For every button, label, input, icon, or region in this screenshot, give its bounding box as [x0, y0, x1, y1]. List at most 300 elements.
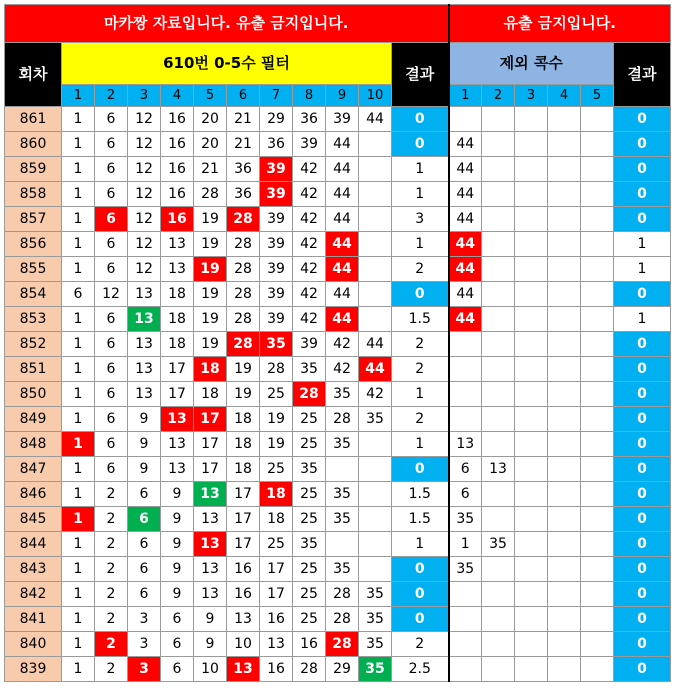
number-cell: 6: [128, 532, 161, 557]
exclude-cell: [482, 507, 515, 532]
number-cell: 28: [326, 407, 359, 432]
filter-col-number: 6: [227, 85, 260, 107]
exclude-cell: 13: [449, 432, 482, 457]
exclude-cell: [581, 357, 614, 382]
number-cell: 25: [293, 432, 326, 457]
number-cell: 28: [260, 357, 293, 382]
number-cell: [359, 132, 392, 157]
result-cell: 0: [392, 282, 449, 307]
number-cell: 16: [161, 132, 194, 157]
round-cell: 846: [5, 482, 62, 507]
number-cell: 6: [95, 107, 128, 132]
number-cell: 18: [161, 282, 194, 307]
result-cell: 0: [392, 582, 449, 607]
number-cell: 25: [293, 582, 326, 607]
filter-col-number: 3: [128, 85, 161, 107]
number-cell: 13: [128, 282, 161, 307]
number-cell: 1: [62, 557, 95, 582]
number-cell: 13: [227, 607, 260, 632]
number-cell: 44: [326, 282, 359, 307]
number-cell: 6: [95, 182, 128, 207]
number-cell: 35: [326, 432, 359, 457]
number-cell: 42: [293, 182, 326, 207]
number-cell: 39: [260, 257, 293, 282]
lotto-filter-table: [4, 4, 671, 682]
number-cell: [326, 457, 359, 482]
filter-col-number: 5: [194, 85, 227, 107]
number-cell: 6: [95, 382, 128, 407]
number-cell: 44: [326, 257, 359, 282]
number-cell: 28: [293, 657, 326, 682]
result2-cell: 0: [614, 632, 671, 657]
number-cell: 28: [227, 332, 260, 357]
number-cell: 6: [95, 332, 128, 357]
exclude-cell: [515, 457, 548, 482]
number-cell: 44: [326, 157, 359, 182]
exclude-cell: [548, 307, 581, 332]
number-cell: 1: [62, 307, 95, 332]
number-cell: 28: [227, 282, 260, 307]
exclude-cell: [449, 107, 482, 132]
number-cell: 18: [227, 457, 260, 482]
filter-col-number: 4: [161, 85, 194, 107]
exclude-cell: [581, 457, 614, 482]
exclude-cell: [515, 232, 548, 257]
number-cell: 44: [326, 132, 359, 157]
round-cell: 840: [5, 632, 62, 657]
result-cell: 2: [392, 407, 449, 432]
result2-cell: 0: [614, 282, 671, 307]
number-cell: 1: [62, 507, 95, 532]
exclude-cell: 44: [449, 282, 482, 307]
number-cell: 35: [359, 582, 392, 607]
round-cell: 842: [5, 582, 62, 607]
round-cell: 850: [5, 382, 62, 407]
result2-cell: 1: [614, 307, 671, 332]
number-cell: [359, 282, 392, 307]
number-cell: 6: [95, 207, 128, 232]
round-cell: 855: [5, 257, 62, 282]
filter-col-number: 10: [359, 85, 392, 107]
exclude-cell: [548, 107, 581, 132]
number-cell: 35: [293, 532, 326, 557]
exclude-cell: [548, 657, 581, 682]
number-cell: [359, 457, 392, 482]
exclude-cell: [515, 557, 548, 582]
number-cell: 13: [128, 382, 161, 407]
exclude-cell: [449, 632, 482, 657]
number-cell: 13: [161, 457, 194, 482]
table-row: [5, 232, 671, 257]
exclude-cell: 35: [449, 507, 482, 532]
filter-col-number: 9: [326, 85, 359, 107]
number-cell: 25: [260, 532, 293, 557]
number-cell: 42: [293, 282, 326, 307]
number-cell: 6: [128, 507, 161, 532]
number-cell: 28: [293, 382, 326, 407]
number-cell: 9: [161, 557, 194, 582]
number-cell: 2: [95, 582, 128, 607]
result2-cell: 0: [614, 482, 671, 507]
number-cell: 44: [326, 207, 359, 232]
number-cell: 9: [128, 432, 161, 457]
number-cell: [359, 182, 392, 207]
result-cell: 1.5: [392, 482, 449, 507]
result-header: 결과: [392, 43, 449, 107]
number-cell: 12: [128, 182, 161, 207]
result2-cell: 0: [614, 532, 671, 557]
number-cell: 18: [194, 382, 227, 407]
exclude-cell: [482, 332, 515, 357]
result2-cell: 0: [614, 157, 671, 182]
number-cell: [359, 232, 392, 257]
table-row: [5, 657, 671, 682]
number-cell: 6: [95, 232, 128, 257]
number-cell: 44: [326, 232, 359, 257]
number-cell: 35: [326, 507, 359, 532]
number-cell: 35: [326, 482, 359, 507]
number-cell: 17: [227, 532, 260, 557]
exclude-cell: 35: [449, 557, 482, 582]
number-cell: 20: [194, 132, 227, 157]
number-cell: 35: [326, 557, 359, 582]
exclude-cell: [482, 607, 515, 632]
exclude-cell: [515, 182, 548, 207]
result2-cell: 1: [614, 257, 671, 282]
number-cell: 1: [62, 157, 95, 182]
number-cell: 19: [260, 432, 293, 457]
table-row: [5, 357, 671, 382]
number-cell: [359, 432, 392, 457]
number-cell: [359, 557, 392, 582]
number-cell: 19: [194, 207, 227, 232]
result2-cell: 0: [614, 332, 671, 357]
exclude-cell: [515, 407, 548, 432]
number-cell: 35: [293, 457, 326, 482]
result2-cell: 1: [614, 232, 671, 257]
result-cell: 0: [392, 607, 449, 632]
number-cell: 18: [227, 432, 260, 457]
table-row: [5, 382, 671, 407]
number-cell: 28: [194, 182, 227, 207]
exclude-cell: [482, 257, 515, 282]
result-cell: 1.5: [392, 307, 449, 332]
table-row: [5, 632, 671, 657]
number-cell: [359, 157, 392, 182]
exclude-cell: 1: [449, 532, 482, 557]
number-cell: 13: [260, 632, 293, 657]
exclude-cell: [482, 432, 515, 457]
number-cell: 16: [161, 107, 194, 132]
exclude-cell: [449, 332, 482, 357]
exclude-cell: [482, 582, 515, 607]
number-cell: 18: [161, 332, 194, 357]
number-cell: 29: [260, 107, 293, 132]
exclude-cell: [548, 357, 581, 382]
number-cell: 25: [293, 557, 326, 582]
exclude-cell: [482, 132, 515, 157]
exclude-cell: [515, 432, 548, 457]
filter-col-number: 7: [260, 85, 293, 107]
number-cell: 6: [95, 457, 128, 482]
result-cell: 2: [392, 332, 449, 357]
number-cell: 44: [326, 307, 359, 332]
number-cell: 6: [95, 407, 128, 432]
number-cell: 44: [359, 332, 392, 357]
number-cell: 18: [161, 307, 194, 332]
number-cell: 1: [62, 107, 95, 132]
number-cell: 13: [128, 357, 161, 382]
title-left: 마카짱 자료입니다. 유출 금지입니다.: [5, 5, 449, 43]
number-cell: 2: [95, 557, 128, 582]
exclude-cell: [581, 482, 614, 507]
number-cell: 16: [227, 557, 260, 582]
number-cell: 17: [161, 357, 194, 382]
title-right: 유출 금지입니다.: [449, 5, 671, 43]
exclude-cell: 44: [449, 257, 482, 282]
number-cell: 39: [293, 132, 326, 157]
exclude-cell: [515, 657, 548, 682]
result2-cell: 0: [614, 182, 671, 207]
table-row: [5, 607, 671, 632]
table-row: [5, 107, 671, 132]
number-cell: 6: [161, 607, 194, 632]
number-cell: 6: [62, 282, 95, 307]
number-cell: 1: [62, 232, 95, 257]
number-cell: 13: [161, 432, 194, 457]
number-cell: 2: [95, 482, 128, 507]
number-cell: 16: [260, 607, 293, 632]
number-cell: 21: [227, 107, 260, 132]
exclude-cell: [515, 607, 548, 632]
exclude-col-number: 1: [449, 85, 482, 107]
exclude-cell: [548, 157, 581, 182]
number-cell: 28: [326, 607, 359, 632]
table-row: [5, 182, 671, 207]
number-cell: 25: [293, 407, 326, 432]
round-cell: 849: [5, 407, 62, 432]
round-cell: 839: [5, 657, 62, 682]
exclude-cell: 6: [449, 457, 482, 482]
exclude-cell: [581, 507, 614, 532]
exclude-cell: [581, 657, 614, 682]
result2-cell: 0: [614, 357, 671, 382]
filter-header: 610번 0-5수 필터: [62, 43, 392, 85]
exclude-cell: [482, 657, 515, 682]
exclude-cell: [581, 382, 614, 407]
number-cell: 9: [128, 407, 161, 432]
exclude-cell: [548, 532, 581, 557]
number-cell: 39: [260, 232, 293, 257]
exclude-cell: [482, 207, 515, 232]
number-cell: 6: [95, 357, 128, 382]
number-cell: 1: [62, 332, 95, 357]
number-cell: 25: [293, 507, 326, 532]
result-cell: 2: [392, 632, 449, 657]
exclude-cell: [482, 157, 515, 182]
exclude-cell: [581, 332, 614, 357]
number-cell: 9: [161, 532, 194, 557]
round-cell: 852: [5, 332, 62, 357]
exclude-cell: [581, 107, 614, 132]
number-cell: 6: [95, 257, 128, 282]
round-cell: 861: [5, 107, 62, 132]
number-cell: 44: [359, 107, 392, 132]
number-cell: 13: [194, 482, 227, 507]
number-cell: 39: [260, 157, 293, 182]
number-cell: 17: [194, 432, 227, 457]
table-row: [5, 482, 671, 507]
number-cell: 35: [359, 632, 392, 657]
number-cell: 3: [128, 632, 161, 657]
result-cell: 2: [392, 357, 449, 382]
number-cell: 13: [194, 532, 227, 557]
exclude-cell: [581, 257, 614, 282]
table-row: [5, 557, 671, 582]
number-cell: 17: [194, 407, 227, 432]
round-cell: 853: [5, 307, 62, 332]
exclude-cell: [515, 482, 548, 507]
number-cell: 19: [194, 332, 227, 357]
number-cell: 1: [62, 182, 95, 207]
table-row: [5, 457, 671, 482]
number-cell: 17: [227, 507, 260, 532]
result2-cell: 0: [614, 107, 671, 132]
result-cell: 1: [392, 157, 449, 182]
number-cell: 1: [62, 532, 95, 557]
number-cell: 2: [95, 632, 128, 657]
round-cell: 851: [5, 357, 62, 382]
number-cell: 42: [293, 232, 326, 257]
exclude-cell: 44: [449, 157, 482, 182]
number-cell: 19: [194, 282, 227, 307]
exclude-cell: 44: [449, 182, 482, 207]
round-cell: 844: [5, 532, 62, 557]
number-cell: 16: [293, 632, 326, 657]
exclude-cell: [515, 357, 548, 382]
round-cell: 858: [5, 182, 62, 207]
exclude-cell: [515, 257, 548, 282]
exclude-cell: [515, 207, 548, 232]
exclude-col-number: 5: [581, 85, 614, 107]
number-cell: 13: [161, 257, 194, 282]
number-cell: 20: [194, 107, 227, 132]
exclude-cell: [581, 532, 614, 557]
exclude-cell: [482, 307, 515, 332]
number-cell: 1: [62, 257, 95, 282]
exclude-cell: [515, 157, 548, 182]
exclude-cell: [581, 182, 614, 207]
exclude-col-number: 4: [548, 85, 581, 107]
table-row: [5, 157, 671, 182]
table-row: [5, 407, 671, 432]
number-cell: 18: [194, 357, 227, 382]
result-cell: 0: [392, 107, 449, 132]
number-cell: 1: [62, 582, 95, 607]
exclude-cell: [482, 382, 515, 407]
exclude-cell: [548, 557, 581, 582]
number-cell: 13: [194, 507, 227, 532]
number-cell: [359, 482, 392, 507]
number-cell: 1: [62, 657, 95, 682]
round-cell: 860: [5, 132, 62, 157]
number-cell: 25: [293, 607, 326, 632]
number-cell: [359, 207, 392, 232]
number-cell: 28: [227, 232, 260, 257]
number-cell: 35: [260, 332, 293, 357]
exclude-cell: [482, 232, 515, 257]
exclude-cell: [548, 257, 581, 282]
exclude-cell: [581, 282, 614, 307]
exclude-cell: [449, 382, 482, 407]
exclude-cell: [482, 407, 515, 432]
number-cell: 3: [128, 657, 161, 682]
exclude-cell: [515, 532, 548, 557]
number-cell: 16: [161, 157, 194, 182]
exclude-cell: 6: [449, 482, 482, 507]
exclude-cell: [482, 282, 515, 307]
number-cell: 2: [95, 507, 128, 532]
number-cell: 6: [128, 557, 161, 582]
exclude-cell: 44: [449, 207, 482, 232]
exclude-cell: 44: [449, 232, 482, 257]
exclude-cell: [548, 182, 581, 207]
round-cell: 856: [5, 232, 62, 257]
exclude-cell: [482, 357, 515, 382]
number-cell: 28: [326, 632, 359, 657]
number-cell: 1: [62, 207, 95, 232]
number-cell: 9: [161, 482, 194, 507]
exclude-cell: [449, 407, 482, 432]
table-row: [5, 132, 671, 157]
number-cell: 42: [293, 157, 326, 182]
number-cell: 25: [293, 482, 326, 507]
round-cell: 841: [5, 607, 62, 632]
exclude-cell: 44: [449, 132, 482, 157]
number-cell: 6: [161, 657, 194, 682]
result2-cell: 0: [614, 207, 671, 232]
round-cell: 843: [5, 557, 62, 582]
number-cell: 28: [227, 257, 260, 282]
number-cell: 3: [128, 607, 161, 632]
exclude-cell: [515, 507, 548, 532]
number-cell: 42: [293, 257, 326, 282]
exclude-cell: [515, 332, 548, 357]
result2-cell: 0: [614, 457, 671, 482]
result-cell: 1.5: [392, 507, 449, 532]
exclude-cell: [515, 582, 548, 607]
table-row: [5, 282, 671, 307]
number-cell: 12: [95, 282, 128, 307]
exclude-col-number: 3: [515, 85, 548, 107]
number-cell: 36: [227, 182, 260, 207]
exclude-cell: [548, 607, 581, 632]
exclude-cell: [482, 182, 515, 207]
number-cell: 39: [260, 307, 293, 332]
exclude-cell: [482, 482, 515, 507]
table-row: [5, 432, 671, 457]
number-cell: 9: [128, 457, 161, 482]
number-cell: 2: [95, 532, 128, 557]
number-cell: 39: [293, 332, 326, 357]
number-cell: 1: [62, 482, 95, 507]
number-cell: 19: [227, 357, 260, 382]
number-cell: 28: [227, 307, 260, 332]
result2-cell: 0: [614, 657, 671, 682]
number-cell: 17: [194, 457, 227, 482]
table-row: [5, 332, 671, 357]
exclude-cell: [449, 357, 482, 382]
